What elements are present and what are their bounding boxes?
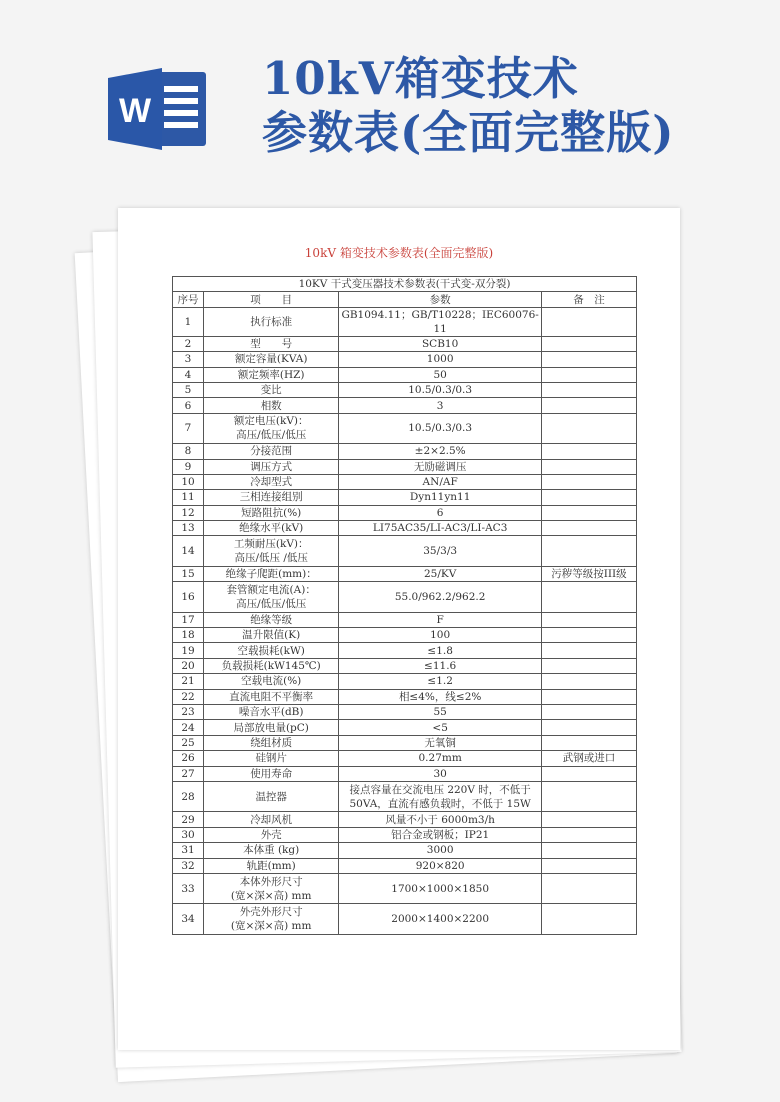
row-no: 8 bbox=[173, 444, 204, 459]
row-param: GB1094.11；GB/T10228；IEC60076-11 bbox=[339, 307, 542, 336]
row-no: 34 bbox=[173, 904, 204, 934]
table-row bbox=[173, 413, 637, 443]
row-param: 3000 bbox=[339, 843, 542, 858]
row-item: 调压方式 bbox=[204, 459, 339, 474]
row-item: 套管额定电流(A)： 高压/低压/低压 bbox=[204, 582, 339, 612]
svg-text:W: W bbox=[118, 92, 152, 130]
header-remark: 备 注 bbox=[541, 292, 636, 307]
row-param: 0.27mm bbox=[339, 751, 542, 766]
table-row bbox=[173, 858, 637, 873]
row-item: 绕组材质 bbox=[204, 735, 339, 750]
table-row bbox=[173, 444, 637, 459]
table-row bbox=[173, 490, 637, 505]
row-no: 31 bbox=[173, 843, 204, 858]
row-remark bbox=[541, 505, 636, 520]
row-param: 10.5/0.3/0.3 bbox=[339, 413, 542, 443]
row-param: 50 bbox=[339, 367, 542, 382]
row-remark bbox=[541, 474, 636, 489]
row-remark bbox=[541, 735, 636, 750]
row-item: 冷却风机 bbox=[204, 812, 339, 827]
row-param: 接点容量在交流电压 220V 时，不低于 50VA，直流有感负载时，不低于 15W bbox=[339, 781, 542, 811]
row-param: ±2×2.5% bbox=[339, 444, 542, 459]
row-param: F bbox=[339, 612, 542, 627]
row-remark bbox=[541, 658, 636, 673]
table-title: 10KV 干式变压器技术参数表(干式变-双分裂) bbox=[173, 277, 637, 292]
row-remark bbox=[541, 827, 636, 842]
row-param: 2000×1400×2200 bbox=[339, 904, 542, 934]
row-no: 12 bbox=[173, 505, 204, 520]
page-title bbox=[262, 52, 675, 160]
table-row bbox=[173, 382, 637, 397]
table-row bbox=[173, 843, 637, 858]
table-row bbox=[173, 566, 637, 581]
row-remark bbox=[541, 843, 636, 858]
row-no: 21 bbox=[173, 674, 204, 689]
row-remark bbox=[541, 307, 636, 336]
table-row bbox=[173, 904, 637, 934]
row-remark bbox=[541, 812, 636, 827]
row-item: 变比 bbox=[204, 382, 339, 397]
row-remark bbox=[541, 766, 636, 781]
row-param: 30 bbox=[339, 766, 542, 781]
row-item: 执行标准 bbox=[204, 307, 339, 336]
row-no: 14 bbox=[173, 536, 204, 566]
table-row bbox=[173, 751, 637, 766]
row-remark bbox=[541, 444, 636, 459]
row-item: 噪音水平(dB) bbox=[204, 704, 339, 719]
table-row bbox=[173, 459, 637, 474]
row-param: 1700×1000×1850 bbox=[339, 873, 542, 903]
row-param: ≤1.8 bbox=[339, 643, 542, 658]
row-param: 相≤4%，线≤2% bbox=[339, 689, 542, 704]
row-no: 18 bbox=[173, 628, 204, 643]
header-no: 序号 bbox=[173, 292, 204, 307]
row-remark bbox=[541, 858, 636, 873]
row-item: 空载损耗(kW) bbox=[204, 643, 339, 658]
row-item: 工频耐压(kV)： 高压/低压 /低压 bbox=[204, 536, 339, 566]
row-no: 33 bbox=[173, 873, 204, 903]
row-remark bbox=[541, 382, 636, 397]
row-item: 绝缘等级 bbox=[204, 612, 339, 627]
row-item: 冷却型式 bbox=[204, 474, 339, 489]
table-row bbox=[173, 643, 637, 658]
row-remark: 污秽等级按III级 bbox=[541, 566, 636, 581]
row-no: 17 bbox=[173, 612, 204, 627]
row-item: 额定频率(HZ) bbox=[204, 367, 339, 382]
row-param: 55.0/962.2/962.2 bbox=[339, 582, 542, 612]
header-param: 参数 bbox=[339, 292, 542, 307]
row-no: 32 bbox=[173, 858, 204, 873]
row-remark bbox=[541, 536, 636, 566]
table-row bbox=[173, 704, 637, 719]
row-no: 13 bbox=[173, 521, 204, 536]
table-row bbox=[173, 735, 637, 750]
row-item: 温控器 bbox=[204, 781, 339, 811]
row-no: 26 bbox=[173, 751, 204, 766]
table-row bbox=[173, 689, 637, 704]
row-item: 本体重 (kg) bbox=[204, 843, 339, 858]
row-no: 23 bbox=[173, 704, 204, 719]
row-item: 分接范围 bbox=[204, 444, 339, 459]
row-item: 使用寿命 bbox=[204, 766, 339, 781]
table-row bbox=[173, 873, 637, 903]
word-icon bbox=[106, 66, 210, 152]
row-param: 无氧铜 bbox=[339, 735, 542, 750]
row-no: 10 bbox=[173, 474, 204, 489]
row-param: 920×820 bbox=[339, 858, 542, 873]
document-title: 10kV 箱变技术参数表(全面完整版) bbox=[304, 246, 494, 260]
row-remark bbox=[541, 628, 636, 643]
table-row bbox=[173, 474, 637, 489]
table-row bbox=[173, 674, 637, 689]
title-line-2: 参数表(全面完整版) bbox=[262, 106, 675, 159]
row-no: 2 bbox=[173, 336, 204, 351]
row-item: 型 号 bbox=[204, 336, 339, 351]
row-no: 16 bbox=[173, 582, 204, 612]
row-no: 25 bbox=[173, 735, 204, 750]
row-item: 绝缘水平(kV) bbox=[204, 521, 339, 536]
row-param: 25/KV bbox=[339, 566, 542, 581]
table-row bbox=[173, 336, 637, 351]
row-param: 10.5/0.3/0.3 bbox=[339, 382, 542, 397]
table-row bbox=[173, 307, 637, 336]
row-param: 铝合金或钢板；IP21 bbox=[339, 827, 542, 842]
row-item: 相数 bbox=[204, 398, 339, 413]
row-item: 硅钢片 bbox=[204, 751, 339, 766]
table-row bbox=[173, 720, 637, 735]
row-item: 额定电压(kV)： 高压/低压/低压 bbox=[204, 413, 339, 443]
table-row bbox=[173, 398, 637, 413]
row-remark bbox=[541, 521, 636, 536]
row-no: 7 bbox=[173, 413, 204, 443]
row-remark bbox=[541, 459, 636, 474]
table-row bbox=[173, 628, 637, 643]
row-no: 30 bbox=[173, 827, 204, 842]
row-item: 本体外形尺寸 (宽×深×高) mm bbox=[204, 873, 339, 903]
title-line-1: 10kV箱变技术 bbox=[262, 52, 579, 105]
row-param: 1000 bbox=[339, 352, 542, 367]
row-param: <5 bbox=[339, 720, 542, 735]
row-remark bbox=[541, 781, 636, 811]
table-row bbox=[173, 781, 637, 811]
row-remark bbox=[541, 873, 636, 903]
row-no: 19 bbox=[173, 643, 204, 658]
row-param: 55 bbox=[339, 704, 542, 719]
row-param: ≤11.6 bbox=[339, 658, 542, 673]
row-param: SCB10 bbox=[339, 336, 542, 351]
row-no: 4 bbox=[173, 367, 204, 382]
table-row bbox=[173, 812, 637, 827]
row-item: 空载电流(%) bbox=[204, 674, 339, 689]
row-param: 风量不小于 6000m3/h bbox=[339, 812, 542, 827]
row-remark bbox=[541, 689, 636, 704]
table-row bbox=[173, 827, 637, 842]
table-row bbox=[173, 536, 637, 566]
row-param: 6 bbox=[339, 505, 542, 520]
row-param: Dyn11yn11 bbox=[339, 490, 542, 505]
row-param: AN/AF bbox=[339, 474, 542, 489]
row-param: LI75AC35/LI-AC3/LI-AC3 bbox=[339, 521, 542, 536]
row-item: 直流电阻不平衡率 bbox=[204, 689, 339, 704]
row-item: 温升限值(K) bbox=[204, 628, 339, 643]
row-no: 3 bbox=[173, 352, 204, 367]
row-remark bbox=[541, 674, 636, 689]
row-remark bbox=[541, 413, 636, 443]
row-param: 100 bbox=[339, 628, 542, 643]
row-remark bbox=[541, 612, 636, 627]
table-row bbox=[173, 367, 637, 382]
row-remark bbox=[541, 720, 636, 735]
table-row bbox=[173, 612, 637, 627]
row-no: 22 bbox=[173, 689, 204, 704]
row-item: 轨距(mm) bbox=[204, 858, 339, 873]
table-row bbox=[173, 582, 637, 612]
row-remark bbox=[541, 367, 636, 382]
row-param: 无励磁调压 bbox=[339, 459, 542, 474]
row-no: 27 bbox=[173, 766, 204, 781]
row-param: 3 bbox=[339, 398, 542, 413]
row-no: 6 bbox=[173, 398, 204, 413]
row-remark bbox=[541, 704, 636, 719]
row-remark bbox=[541, 582, 636, 612]
row-remark bbox=[541, 336, 636, 351]
document-page bbox=[118, 208, 680, 1050]
row-item: 外壳 bbox=[204, 827, 339, 842]
row-item: 绝缘子爬距(mm)： bbox=[204, 566, 339, 581]
row-param: ≤1.2 bbox=[339, 674, 542, 689]
table-row bbox=[173, 505, 637, 520]
row-item: 外壳外形尺寸 (宽×深×高) mm bbox=[204, 904, 339, 934]
row-item: 额定容量(KVA) bbox=[204, 352, 339, 367]
table-row bbox=[173, 658, 637, 673]
row-param: 35/3/3 bbox=[339, 536, 542, 566]
row-no: 1 bbox=[173, 307, 204, 336]
table-row bbox=[173, 521, 637, 536]
row-no: 28 bbox=[173, 781, 204, 811]
row-remark bbox=[541, 490, 636, 505]
row-remark bbox=[541, 643, 636, 658]
table-row bbox=[173, 352, 637, 367]
row-no: 15 bbox=[173, 566, 204, 581]
row-remark bbox=[541, 398, 636, 413]
row-remark bbox=[541, 352, 636, 367]
row-remark bbox=[541, 904, 636, 934]
row-item: 三相连接组别 bbox=[204, 490, 339, 505]
row-item: 局部放电量(pC) bbox=[204, 720, 339, 735]
row-no: 5 bbox=[173, 382, 204, 397]
row-no: 24 bbox=[173, 720, 204, 735]
row-no: 29 bbox=[173, 812, 204, 827]
row-remark: 武钢或进口 bbox=[541, 751, 636, 766]
row-item: 短路阻抗(%) bbox=[204, 505, 339, 520]
row-no: 20 bbox=[173, 658, 204, 673]
table-row bbox=[173, 766, 637, 781]
row-item: 负载损耗(kW145℃) bbox=[204, 658, 339, 673]
header-item: 项 目 bbox=[204, 292, 339, 307]
row-no: 9 bbox=[173, 459, 204, 474]
spec-table bbox=[172, 276, 637, 935]
row-no: 11 bbox=[173, 490, 204, 505]
